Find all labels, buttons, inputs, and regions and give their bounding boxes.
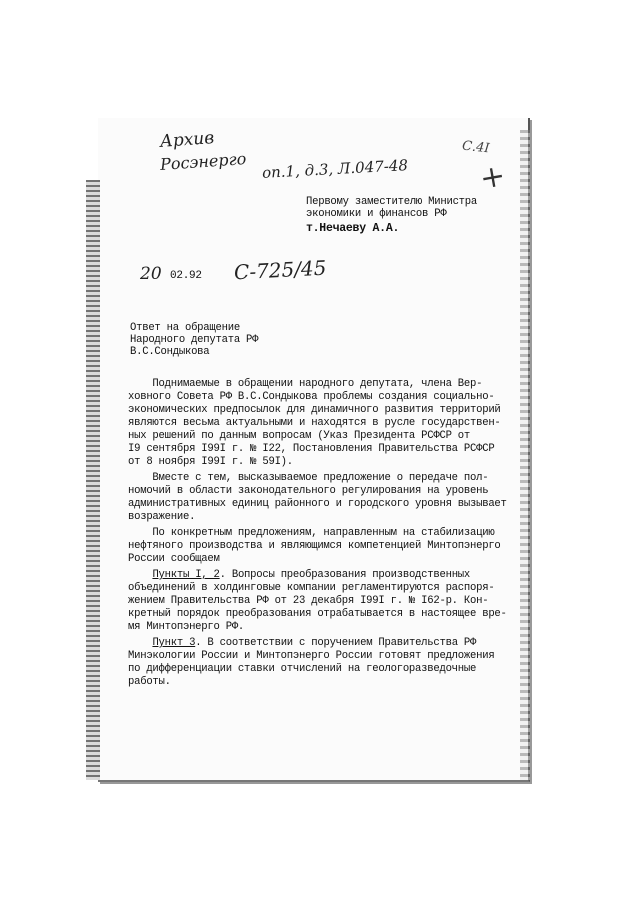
body-line: объединений в холдинговые компании регламентируются распоря- — [128, 582, 495, 594]
body-line: работы. — [128, 676, 171, 688]
binding-edge — [86, 180, 100, 780]
item-text: . Вопросы преобразования производственных — [219, 569, 471, 581]
addressee-line2: экономики и финансов РФ — [306, 208, 447, 220]
item-label: Пункты I, 2 — [152, 569, 220, 581]
doc-date-typed: 02.92 — [170, 270, 202, 282]
archive-note-line1: Архив — [159, 128, 215, 152]
archive-file-ref: оп.1, д.3, Л.047-48 — [261, 156, 409, 182]
corner-ref: С.4I — [461, 138, 491, 157]
body-line — [128, 569, 470, 583]
body-line: жением Правительства РФ от 23 декабря I99I г. № I62-р. Кон- — [128, 595, 489, 607]
body-line: Минэкологии России и Минтопэнерго России готовят предложения — [128, 650, 495, 662]
archive-note-line2: Росэнерго — [159, 149, 247, 174]
sheet-right-edge — [520, 130, 530, 780]
body-line: ховного Совета РФ В.С.Сондыкова проблемы создания социально- — [128, 391, 495, 403]
body-line: нефтяного производства и являющимся компетенцией Минтопэнерго — [128, 540, 501, 552]
body-line: мя Минтопэнерго РФ. — [128, 621, 245, 633]
addressee-line3: т.Нечаеву А.А. — [306, 222, 400, 235]
body-line: Вместе с тем, высказываемое предложение о передаче пол- — [128, 472, 489, 484]
body-line: являются весьма актуальными и находятся в русле государствен- — [128, 417, 501, 429]
body-line: Поднимаемые в обращении народного депутата, члена Вер- — [128, 378, 483, 390]
body-line — [128, 637, 476, 651]
body-line: экономических предпосылок для динамичного развития территорий — [128, 404, 501, 416]
body-line: ных решений по данным вопросам (Указ Президента РСФСР от — [128, 430, 471, 442]
body-line: кретный порядок преобразования отрабатывается в настоящее вре- — [128, 608, 507, 620]
subject-line3: В.С.Сондыкова — [130, 346, 210, 358]
body-line: I9 сентября I99I г. № I22, Постановления Правительства РСФСР — [128, 443, 495, 455]
subject-line2: Народного депутата РФ — [130, 334, 259, 346]
body-line: от 8 ноября I99I г. № 59I). — [128, 456, 293, 468]
item-label: Пункт 3 — [152, 637, 196, 649]
doc-date-handwritten: 20 — [140, 264, 162, 284]
body-line: по дифференциации ставки отчислений на геологоразведочные — [128, 663, 477, 675]
doc-number-handwritten: С-725/45 — [233, 255, 327, 285]
corner-mark: + — [477, 158, 508, 197]
body-line: России сообщаем — [128, 553, 220, 565]
body-line: административных единиц районного и городского уровня вызывает — [128, 498, 507, 510]
body-line: номочий в области законодательного регулирования на уровень — [128, 485, 489, 497]
subject-line1: Ответ на обращение — [130, 322, 240, 334]
body-line: возражение. — [128, 511, 196, 523]
body-line: По конкретным предложениям, направленным на стабилизацию — [128, 527, 495, 539]
addressee-line1: Первому заместителю Министра — [306, 196, 478, 208]
item-text: . В соответствии с поручением Правительства РФ — [195, 637, 477, 649]
